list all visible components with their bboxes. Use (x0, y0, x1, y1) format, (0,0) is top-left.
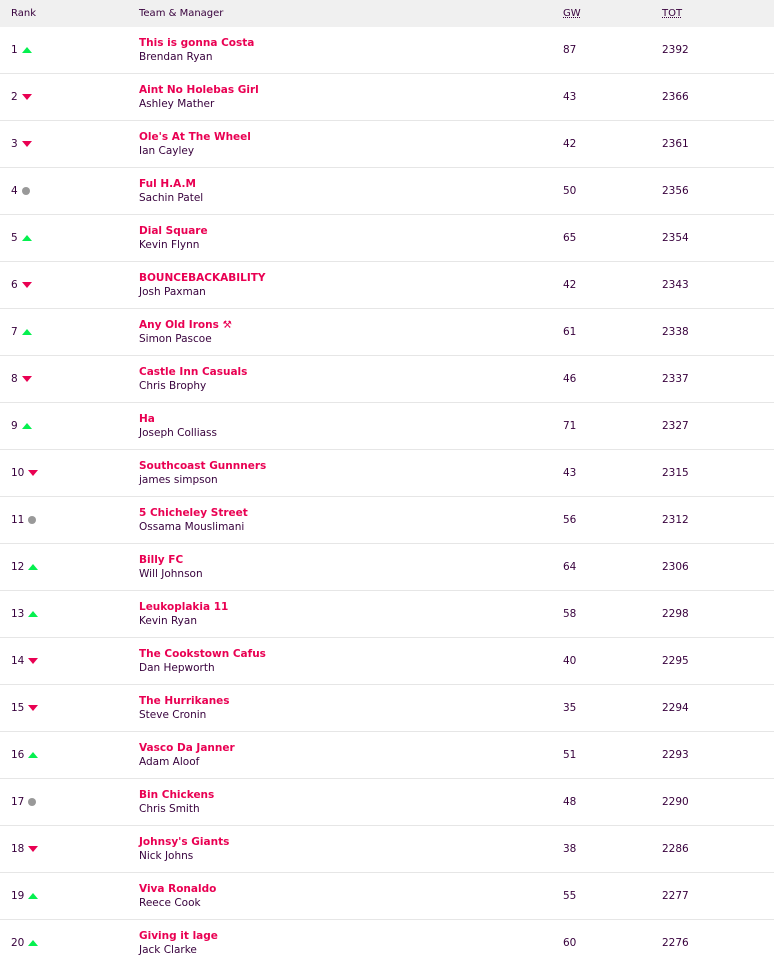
gameweek-points: 50 (563, 185, 577, 197)
rank-cell (0, 44, 139, 56)
table-row (0, 873, 774, 920)
team-name-link[interactable]: Any Old Irons ⚒ (139, 319, 232, 331)
gameweek-points: 87 (563, 44, 577, 56)
manager-name: Chris Brophy (139, 380, 207, 392)
team-name-link[interactable]: This is gonna Costa (139, 37, 255, 49)
rank-down-arrow-icon (21, 374, 33, 384)
team-name-link[interactable]: The Cookstown Cafus (139, 648, 266, 660)
gameweek-points: 64 (563, 561, 577, 573)
total-points: 2338 (662, 326, 689, 338)
manager-name: Simon Pascoe (139, 333, 212, 345)
rank-cell (0, 185, 139, 197)
rank-number: 8 (11, 373, 18, 385)
team-cell (139, 83, 563, 111)
rank-number: 17 (11, 796, 25, 808)
rank-cell (0, 843, 139, 855)
total-points: 2290 (662, 796, 689, 808)
team-name-link[interactable]: 5 Chicheley Street (139, 507, 248, 519)
manager-name: Reece Cook (139, 897, 201, 909)
rank-up-arrow-icon (27, 938, 39, 948)
total-points: 2343 (662, 279, 689, 291)
rank-up-arrow-icon (21, 233, 33, 243)
table-row (0, 309, 774, 356)
manager-name: Ian Cayley (139, 145, 195, 157)
total-points: 2294 (662, 702, 689, 714)
manager-name: Josh Paxman (139, 286, 206, 298)
total-points: 2366 (662, 91, 689, 103)
team-cell (139, 882, 563, 910)
table-row (0, 215, 774, 262)
gameweek-points: 38 (563, 843, 577, 855)
manager-name: Ashley Mather (139, 98, 215, 110)
rank-up-arrow-icon (21, 327, 33, 337)
rank-same-dot-icon (27, 797, 39, 807)
gameweek-points: 40 (563, 655, 577, 667)
table-row (0, 262, 774, 309)
manager-name: Kevin Ryan (139, 615, 197, 627)
rank-number: 19 (11, 890, 25, 902)
gameweek-points: 35 (563, 702, 577, 714)
total-points: 2286 (662, 843, 689, 855)
manager-name: james simpson (139, 474, 218, 486)
table-row (0, 826, 774, 873)
manager-name: Jack Clarke (139, 944, 197, 956)
table-row (0, 403, 774, 450)
rank-up-arrow-icon (27, 562, 39, 572)
manager-name: Ossama Mouslimani (139, 521, 245, 533)
team-name-link[interactable]: Dial Square (139, 225, 208, 237)
rank-number: 13 (11, 608, 25, 620)
table-row (0, 450, 774, 497)
team-name-link[interactable]: Giving it lage (139, 930, 218, 942)
manager-name: Nick Johns (139, 850, 194, 862)
team-cell (139, 412, 563, 440)
total-points: 2361 (662, 138, 689, 150)
total-points: 2315 (662, 467, 689, 479)
team-name-link[interactable]: Ha (139, 413, 155, 425)
rank-number: 6 (11, 279, 18, 291)
rank-number: 15 (11, 702, 25, 714)
total-points: 2312 (662, 514, 689, 526)
rank-down-arrow-icon (21, 92, 33, 102)
gameweek-points: 55 (563, 890, 577, 902)
gameweek-points: 43 (563, 91, 577, 103)
total-points: 2293 (662, 749, 689, 761)
team-cell (139, 506, 563, 534)
rank-up-arrow-icon (27, 609, 39, 619)
rank-up-arrow-icon (27, 891, 39, 901)
manager-name: Dan Hepworth (139, 662, 215, 674)
total-points: 2277 (662, 890, 689, 902)
team-cell (139, 835, 563, 863)
team-cell (139, 36, 563, 64)
total-points: 2276 (662, 937, 689, 949)
table-row (0, 591, 774, 638)
total-points: 2306 (662, 561, 689, 573)
team-name-link[interactable]: Castle Inn Casuals (139, 366, 248, 378)
rank-up-arrow-icon (21, 421, 33, 431)
rank-number: 16 (11, 749, 25, 761)
rank-cell (0, 890, 139, 902)
team-name-link[interactable]: Billy FC (139, 554, 184, 566)
gameweek-points: 42 (563, 279, 577, 291)
rank-down-arrow-icon (21, 280, 33, 290)
rank-up-arrow-icon (21, 45, 33, 55)
table-row (0, 121, 774, 168)
rank-cell (0, 138, 139, 150)
table-row (0, 685, 774, 732)
rank-number: 3 (11, 138, 18, 150)
rank-cell (0, 373, 139, 385)
gameweek-points: 43 (563, 467, 577, 479)
table-header (0, 0, 774, 27)
rank-cell (0, 232, 139, 244)
team-cell (139, 647, 563, 675)
gameweek-points: 46 (563, 373, 577, 385)
team-cell (139, 788, 563, 816)
team-name-link[interactable]: Aint No Holebas Girl (139, 84, 259, 96)
team-cell (139, 553, 563, 581)
rank-number: 12 (11, 561, 25, 573)
rank-cell (0, 326, 139, 338)
total-points: 2354 (662, 232, 689, 244)
rank-same-dot-icon (27, 515, 39, 525)
gameweek-points: 65 (563, 232, 577, 244)
team-name-link[interactable]: BOUNCEBACKABILITY (139, 272, 266, 284)
rank-down-arrow-icon (21, 139, 33, 149)
gameweek-points: 71 (563, 420, 577, 432)
table-row (0, 779, 774, 826)
team-cell (139, 600, 563, 628)
table-row (0, 732, 774, 779)
gameweek-points: 42 (563, 138, 577, 150)
rank-number: 7 (11, 326, 18, 338)
rank-cell (0, 91, 139, 103)
rank-number: 5 (11, 232, 18, 244)
team-name-link[interactable]: Bin Chickens (139, 789, 215, 801)
total-points: 2392 (662, 44, 689, 56)
team-name-link[interactable]: Southcoast Gunnners (139, 460, 267, 472)
team-name-link[interactable]: The Hurrikanes (139, 695, 230, 707)
team-cell (139, 694, 563, 722)
manager-name: Adam Aloof (139, 756, 200, 768)
rank-down-arrow-icon (27, 468, 39, 478)
table-row (0, 544, 774, 591)
header-tot[interactable]: TOT (662, 8, 683, 19)
rank-number: 14 (11, 655, 25, 667)
gameweek-points: 60 (563, 937, 577, 949)
rank-cell (0, 702, 139, 714)
rank-number: 2 (11, 91, 18, 103)
header-team-manager: Team & Manager (139, 8, 224, 19)
header-gw[interactable]: GW (563, 8, 581, 19)
table-row (0, 74, 774, 121)
rank-cell (0, 561, 139, 573)
rank-cell (0, 796, 139, 808)
team-name-link[interactable]: Vasco Da Janner (139, 742, 235, 754)
team-cell (139, 318, 563, 346)
rank-down-arrow-icon (27, 656, 39, 666)
total-points: 2295 (662, 655, 689, 667)
rank-number: 20 (11, 937, 25, 949)
table-row (0, 27, 774, 74)
table-row (0, 168, 774, 215)
rank-cell (0, 514, 139, 526)
rank-cell (0, 937, 139, 949)
rank-up-arrow-icon (27, 750, 39, 760)
manager-name: Brendan Ryan (139, 51, 213, 63)
team-name-link[interactable]: Johnsy's Giants (139, 836, 230, 848)
team-name-link[interactable]: Ful H.A.M (139, 178, 196, 190)
table-row (0, 356, 774, 403)
total-points: 2356 (662, 185, 689, 197)
header-rank: Rank (11, 8, 36, 19)
gameweek-points: 61 (563, 326, 577, 338)
rank-cell (0, 749, 139, 761)
rank-number: 18 (11, 843, 25, 855)
team-name-link[interactable]: Leukoplakia 11 (139, 601, 229, 613)
manager-name: Will Johnson (139, 568, 203, 580)
rank-number: 11 (11, 514, 25, 526)
manager-name: Chris Smith (139, 803, 200, 815)
table-row (0, 638, 774, 685)
rank-number: 4 (11, 185, 18, 197)
rank-cell (0, 420, 139, 432)
team-cell (139, 365, 563, 393)
gameweek-points: 48 (563, 796, 577, 808)
gameweek-points: 56 (563, 514, 577, 526)
table-body (0, 27, 774, 959)
rank-same-dot-icon (21, 186, 33, 196)
rank-cell (0, 467, 139, 479)
team-cell (139, 177, 563, 205)
team-cell (139, 224, 563, 252)
total-points: 2327 (662, 420, 689, 432)
team-cell (139, 459, 563, 487)
table-row (0, 920, 774, 959)
team-cell (139, 929, 563, 957)
team-cell (139, 741, 563, 769)
total-points: 2298 (662, 608, 689, 620)
manager-name: Steve Cronin (139, 709, 207, 721)
rank-number: 10 (11, 467, 25, 479)
rank-down-arrow-icon (27, 703, 39, 713)
manager-name: Joseph Colliass (139, 427, 217, 439)
manager-name: Sachin Patel (139, 192, 204, 204)
rank-number: 1 (11, 44, 18, 56)
gameweek-points: 58 (563, 608, 577, 620)
rank-number: 9 (11, 420, 18, 432)
rank-cell (0, 655, 139, 667)
table-row (0, 497, 774, 544)
rank-cell (0, 608, 139, 620)
rank-cell (0, 279, 139, 291)
gameweek-points: 51 (563, 749, 577, 761)
team-name-link[interactable]: Ole's At The Wheel (139, 131, 251, 143)
team-cell (139, 130, 563, 158)
team-cell (139, 271, 563, 299)
manager-name: Kevin Flynn (139, 239, 200, 251)
team-name-link[interactable]: Viva Ronaldo (139, 883, 217, 895)
total-points: 2337 (662, 373, 689, 385)
rank-down-arrow-icon (27, 844, 39, 854)
